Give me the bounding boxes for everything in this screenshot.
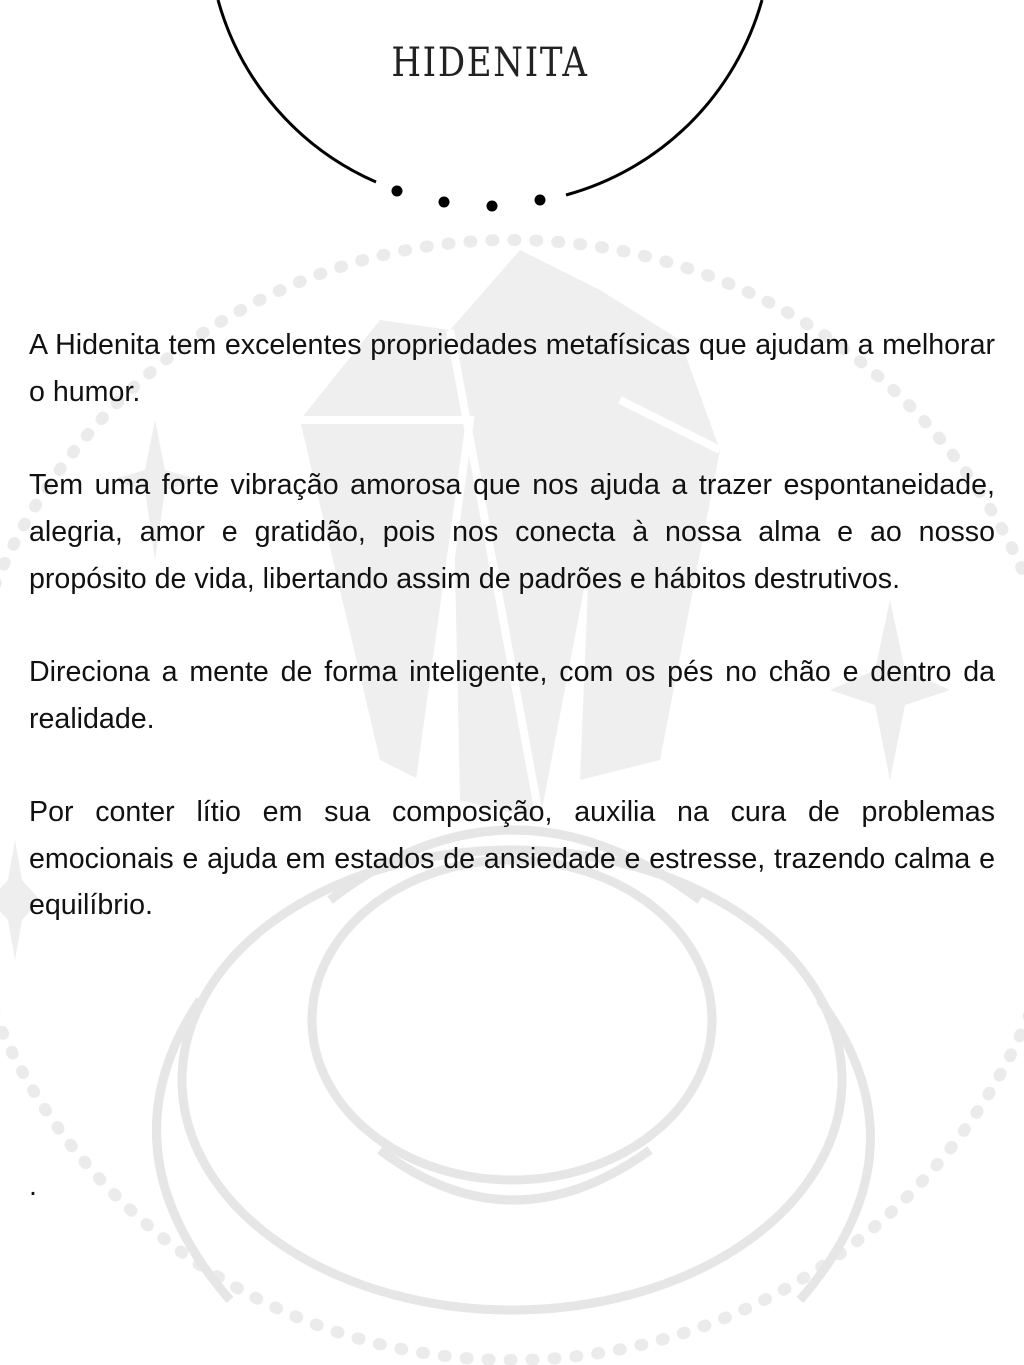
body-text	[29, 322, 995, 976]
dot	[439, 197, 450, 208]
page-title: HIDENITA	[391, 40, 589, 86]
dot	[535, 195, 546, 206]
dot	[392, 186, 403, 197]
circle-arc-left	[218, 0, 376, 182]
circle-arc-right	[566, 0, 762, 195]
circle-frame	[0, 0, 1024, 260]
paragraph: Direciona a mente de forma inteligente, com os pés no chão e dentro da realidade.	[29, 655, 995, 735]
paragraph: Tem uma forte vibração amorosa que nos ajuda a trazer espontaneidade, alegria, amor e gratidão, pois nos conecta à nossa alma e ao nosso propósito de vida, libertando assim de padrões e hábitos destrutivos.	[29, 469, 995, 595]
dot	[487, 201, 498, 212]
paragraph: Por conter lítio em sua composição, auxilia na cura de problemas emocionais e ajuda em estados de ansiedade e estresse, trazendo calma e equilíbrio.	[29, 795, 995, 922]
paragraph: A Hidenita tem excelentes propriedades metafísicas que ajudam a melhorar o humor.	[29, 329, 995, 408]
trailing-mark: .	[29, 1170, 37, 1202]
